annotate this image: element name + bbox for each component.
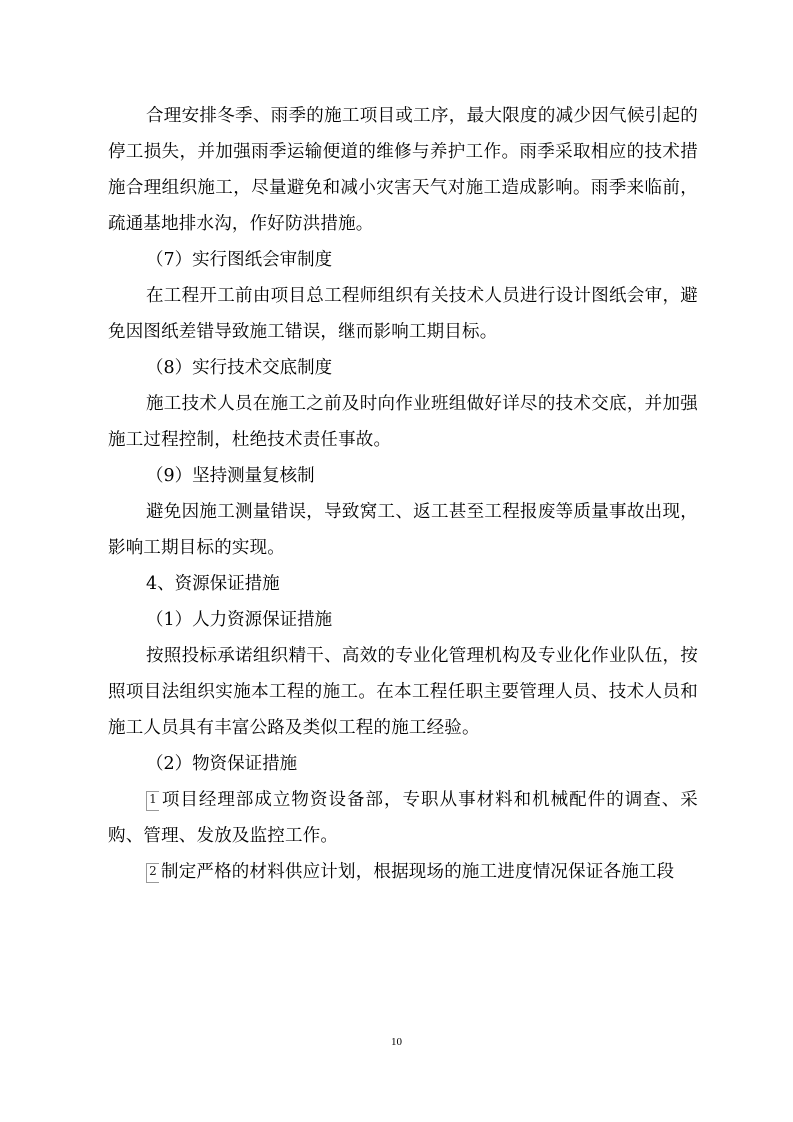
heading-human-resources: （1）人力资源保证措施 — [146, 610, 333, 630]
numbered-item-2 — [108, 854, 698, 890]
heading-technical-briefing: （8）实行技术交底制度 — [146, 358, 333, 378]
page-number: 10 — [391, 1036, 402, 1048]
numbered-item-1-text: 项目经理部成立物资设备部，专职从事材料和机械配件的调查、采购、管理、发放及监控工作。 — [108, 790, 698, 846]
paragraph-human-resources: 按照投标承诺组织精干、高效的专业化管理机构及专业化作业队伍，按照项目法组织实施本工程的施工。在本工程任职主要管理人员、技术人员和施工人员具有丰富公路及类似工程的施工经验。 — [108, 646, 698, 738]
heading-drawing-review: （7）实行图纸会审制度 — [146, 250, 333, 270]
paragraph-winter-rain-season: 合理安排冬季、雨季的施工项目或工序，最大限度的减少因气候引起的停工损失，并加强雨季运输便道的维修与养护工作。雨季采取相应的技术措施合理组织施工，尽量避免和减小灾害天气对施工造成影响。雨季来临前，疏通基地排水沟，作好防洪措施。 — [108, 106, 698, 234]
paragraph-technical-briefing: 施工技术人员在施工之前及时向作业班组做好详尽的技术交底，并加强施工过程控制，杜绝技术责任事故。 — [108, 394, 698, 450]
heading-resource-guarantee: 4、资源保证措施 — [146, 574, 280, 594]
paragraph-drawing-review: 在工程开工前由项目总工程师组织有关技术人员进行设计图纸会审，避免因图纸差错导致施工错误，继而影响工期目标。 — [108, 286, 698, 342]
numbered-item-1 — [108, 782, 698, 854]
heading-survey-recheck: （9）坚持测量复核制 — [146, 466, 315, 486]
list-number-badge: 2 — [146, 863, 159, 883]
document-body — [108, 98, 698, 890]
list-number-badge: 1 — [146, 791, 159, 811]
heading-material-guarantee: （2）物资保证措施 — [146, 754, 298, 774]
numbered-item-2-text: 制定严格的材料供应计划，根据现场的施工进度情况保证各施工段 — [161, 862, 675, 882]
paragraph-survey-recheck: 避免因施工测量错误，导致窝工、返工甚至工程报废等质量事故出现，影响工期目标的实现。 — [108, 502, 698, 558]
